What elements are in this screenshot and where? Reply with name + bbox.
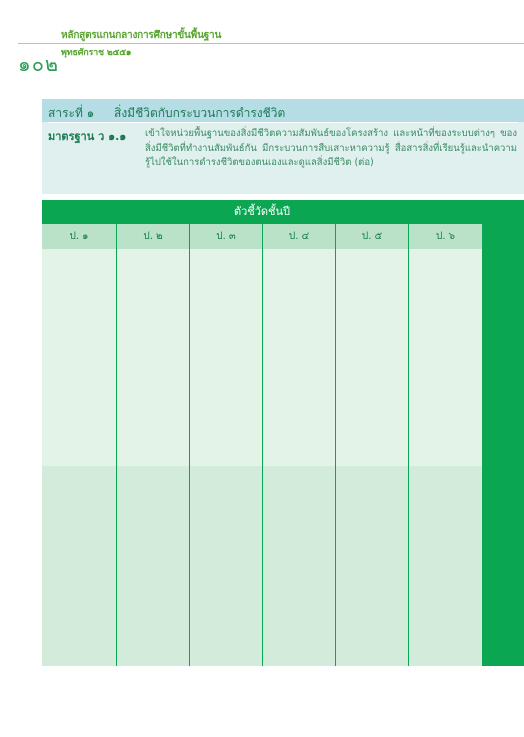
indicator-table (42, 200, 524, 666)
column-header: ป. ๒ (117, 224, 189, 249)
column-body (117, 249, 189, 666)
column-header: ป. ๖ (409, 224, 482, 249)
document-title: หลักสูตรแกนกลางการศึกษาขั้นพื้นฐาน (61, 30, 222, 41)
grade-column (408, 224, 482, 666)
grade-column (116, 224, 189, 666)
page-number: ๑๐๒ (18, 52, 60, 76)
grade-column (335, 224, 408, 666)
strand-title: สิ่งมีชีวิตกับกระบวนการดำรงชีวิต (114, 106, 286, 120)
column-body (263, 249, 335, 666)
column-body (336, 249, 408, 666)
strand-divider (48, 122, 518, 123)
grade-column (42, 224, 116, 666)
grade-column (189, 224, 262, 666)
standard-text: เข้าใจหน่วยพื้นฐานของสิ่งมีชีวิตความสัมพันธ์ของโครงสร้าง และหน้าที่ของระบบต่างๆ ของสิ่งมีชีวิตที่ทำงานสัมพันธ์กัน มีกระบวนการสืบเสาะหาความรู้ สื่อสารสิ่งที่เรียนรู้และนำความรู้ไปใช้ในการดำรงชีวิตของตนเองและดูแลสิ่งมีชีวิต (ต่อ) (145, 128, 517, 168)
grade-column (262, 224, 335, 666)
table-title: ตัวชี้วัดชั้นปี (233, 205, 291, 218)
standard-label: มาตรฐาน ว ๑.๑ (48, 130, 127, 143)
document-subtitle: พุทธศักราช ๒๕๕๑ (61, 48, 132, 58)
strand-header (42, 99, 524, 122)
column-body (42, 249, 116, 666)
column-header: ป. ๔ (263, 224, 335, 249)
column-header: ป. ๕ (336, 224, 408, 249)
strand-label: สาระที่ ๑ (48, 106, 95, 120)
column-body (409, 249, 482, 666)
strand-box (42, 99, 524, 194)
table-columns (42, 224, 482, 666)
column-header: ป. ๓ (190, 224, 262, 249)
column-body (190, 249, 262, 666)
header-divider (18, 43, 524, 44)
column-header: ป. ๑ (42, 224, 116, 249)
